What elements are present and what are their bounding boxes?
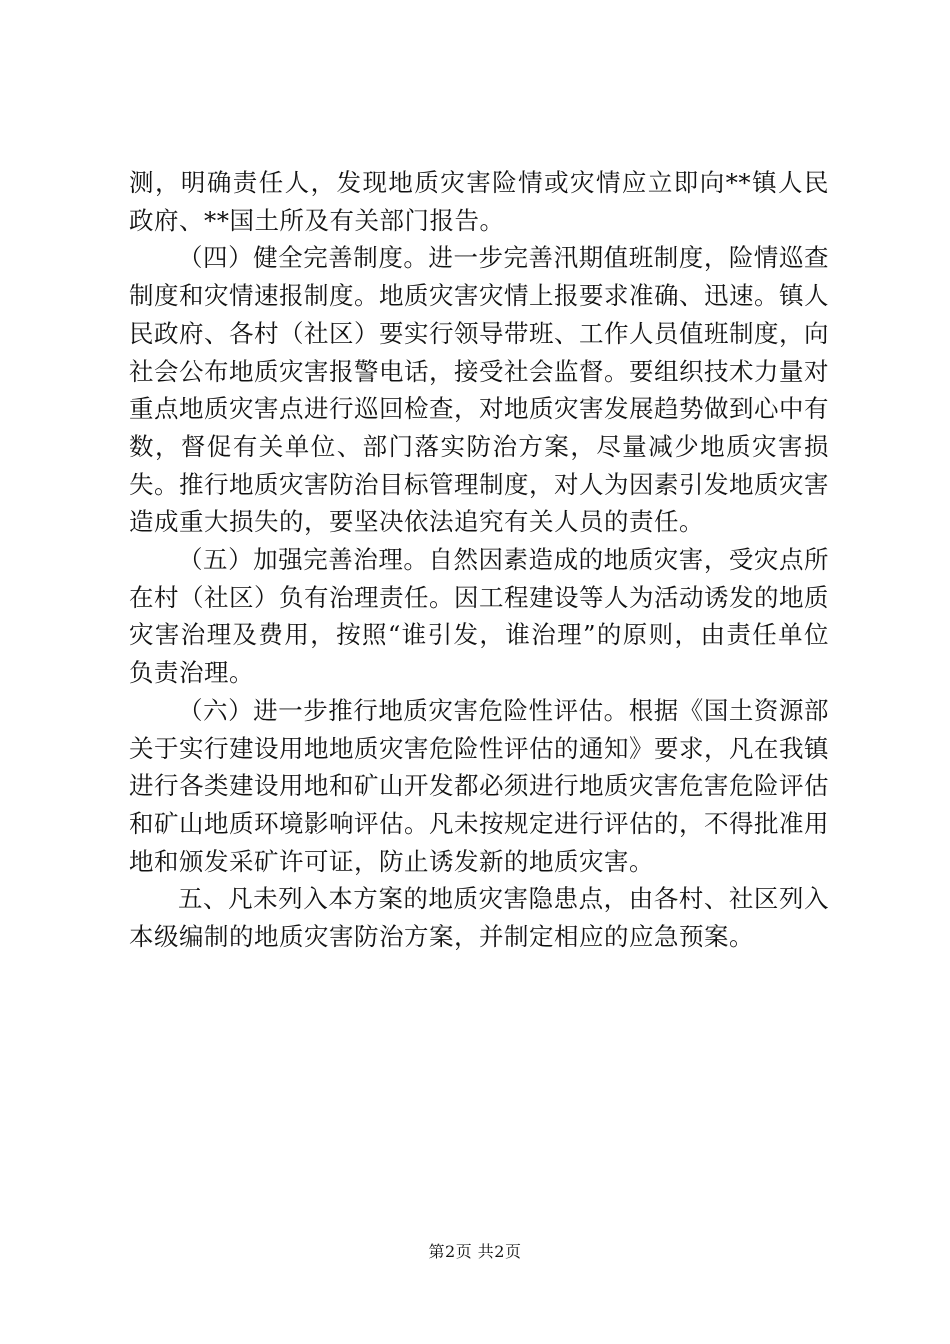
paragraph-section-6: （六）进一步推行地质灾害危险性评估。根据《国土资源部关于实行建设用地地质灾害危险性评估的通知》要求，凡在我镇进行各类建设用地和矿山开发都必须进行地质灾害危害危险评估和矿山地质环境影响评估。凡未按规定进行评估的，不得批准用地和颁发采矿许可证，防止诱发新的地质灾害。	[129, 695, 829, 876]
paragraph-section-5: （五）加强完善治理。自然因素造成的地质灾害，受灾点所在村（社区）负有治理责任。因工程建设等人为活动诱发的地质灾害治理及费用，按照“谁引发，谁治理”的原则，由责任单位负责治理。	[129, 545, 829, 688]
paragraph-section-4: （四）健全完善制度。进一步完善汛期值班制度，险情巡查制度和灾情速报制度。地质灾害灾情上报要求准确、迅速。镇人民政府、各村（社区）要实行领导带班、工作人员值班制度，向社会公布地质灾害报警电话，接受社会监督。要组织技术力量对重点地质灾害点进行巡回检查，对地质灾害发展趋势做到心中有数，督促有关单位、部门落实防治方案，尽量减少地质灾害损失。推行地质灾害防治目标管理制度，对人为因素引发地质灾害造成重大损失的，要坚决依法追究有关人员的责任。	[129, 243, 829, 537]
document-body	[129, 164, 829, 956]
paragraph-continuation: 测，明确责任人，发现地质灾害险情或灾情应立即向**镇人民政府、**国土所及有关部门报告。	[129, 168, 829, 235]
page-footer: 第2页 共2页	[428, 1242, 522, 1261]
paragraph-item-five: 五、凡未列入本方案的地质灾害隐患点，由各村、社区列入本级编制的地质灾害防治方案，并制定相应的应急预案。	[129, 884, 829, 952]
